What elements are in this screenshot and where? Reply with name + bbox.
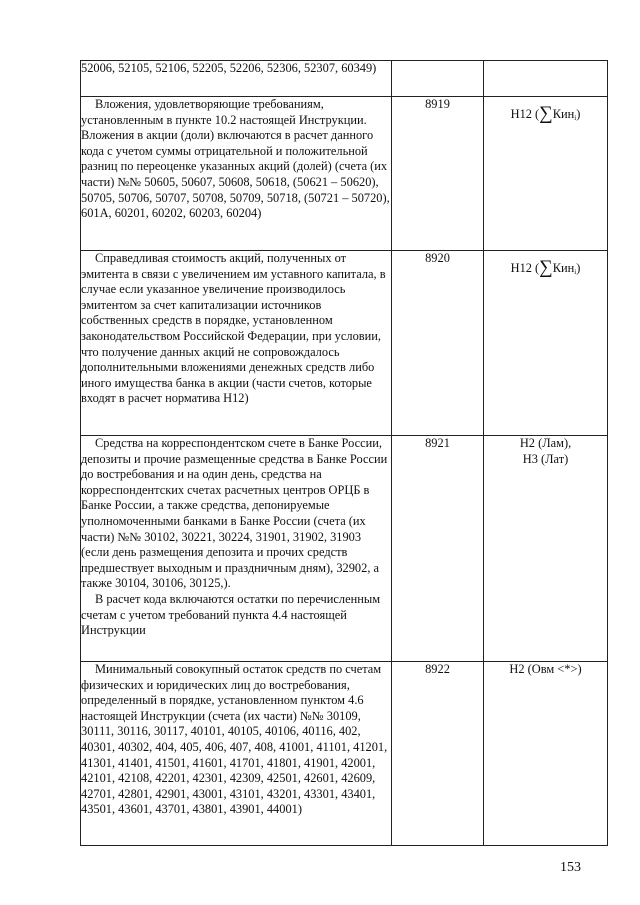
indicator-term: Кин — [552, 261, 575, 275]
indicator-line: Н2 (Овм <*>) — [509, 662, 582, 676]
row-description — [81, 662, 392, 846]
indicator-term: Кин — [552, 107, 575, 121]
description-text: 52006, 52105, 52106, 52205, 52206, 52306, 52307, 60349) — [81, 61, 377, 75]
row-indicator — [484, 97, 608, 251]
description-text: Вложения, удовлетворяющие требованиям, установленным в пункте 10.2 настоящей Инструкции. Вложения в акции (доли) включаются в расчет данного кода с учетом суммы отрицательной и положительной разниц по переоценке указанных акций (долей) (счета (их части) №№ 50605, 50607, 50608, 50618, (50621 – 50620), 50705, 50706, 50707, 50708, 50709, 50718, (50721 – 50720), 601А, 60201, 60202, 60203, 60204) — [81, 97, 390, 221]
table-row — [81, 97, 608, 251]
row-code: 8922 — [392, 662, 484, 846]
description-text: В расчет кода включаются остатки по перечисленным счетам с учетом требований пункта 4.4 настоящей Инструкции — [81, 591, 381, 638]
row-indicator — [484, 61, 608, 97]
indicator-suffix: ) — [576, 107, 581, 121]
table-row — [81, 662, 608, 846]
indicator-subscript: i — [574, 268, 577, 276]
description-text: Средства на корреспондентском счете в Банке России, депозиты и прочие размещенные средства в Банке России до востребования и на один день, средства на корреспондентских счетах расчетных центров ОРЦБ в Банке России, а также средства, депонируемые уполномоченными банками в Банке России (счета (их части) №№ 30102, 30221, 30224, 31901, 31902, 31903 (если день размещения депозита и прочих средств предшествует выходным и праздничным дням), 32902, а также 30104, 30106, 30125,). — [81, 436, 388, 591]
codes-table — [80, 60, 608, 846]
indicator-line: Н3 (Лат) — [522, 451, 569, 466]
indicator-prefix: Н12 ( — [510, 107, 540, 121]
row-code: 8921 — [392, 436, 484, 662]
description-text: Справедливая стоимость акций, полученных от эмитента в связи с увеличением им уставного капитала, в случае если указанное увеличение производилось эмитентом за счет капитализации источников собственных средств в порядке, установленном законодательством Российской Федерации, при условии, что получение данных акций не сопровождалось дополнительными вложениями денежных средств либо иного имущества банка в акции (части счетов, которые входят в расчет норматива Н12) — [81, 251, 386, 406]
row-indicator — [484, 436, 608, 662]
row-indicator — [484, 251, 608, 436]
sum-symbol: ∑ — [539, 103, 553, 124]
table-row — [81, 436, 608, 662]
indicator-prefix: Н12 ( — [510, 261, 540, 275]
row-indicator — [484, 662, 608, 846]
row-code — [392, 61, 484, 97]
row-description — [81, 61, 392, 97]
table-row — [81, 251, 608, 436]
table-row — [81, 61, 608, 97]
sum-symbol: ∑ — [539, 257, 553, 278]
row-description — [81, 436, 392, 662]
description-text: Минимальный совокупный остаток средств по счетам физических и юридических лиц до востребования, определенный в порядке, установленном пунктом 4.6 настоящей Инструкции (счета (их части) №№ 30109, 30111, 30116, 30117, 40101, 40105, 40106, 40116, 402, 40301, 40302, 404, 405, 406, 407, 408, 41001, 41101, 41201, 41301, 41401, 41501, 41601, 41701, 41801, 41901, 42001, 42101, 42108, 42201, 42301, 42309, 42501, 42601, 42609, 42701, 42801, 42901, 43001, 43101, 43201, 43301, 43401, 43501, 43601, 43701, 43801, 43901, 44001) — [81, 662, 388, 817]
indicator-line: Н2 (Лам), — [519, 436, 572, 450]
indicator-subscript: i — [574, 114, 577, 122]
indicator-suffix: ) — [576, 261, 581, 275]
row-code: 8920 — [392, 251, 484, 436]
row-code: 8919 — [392, 97, 484, 251]
row-description — [81, 251, 392, 436]
page-number: 153 — [560, 860, 581, 875]
row-description — [81, 97, 392, 251]
